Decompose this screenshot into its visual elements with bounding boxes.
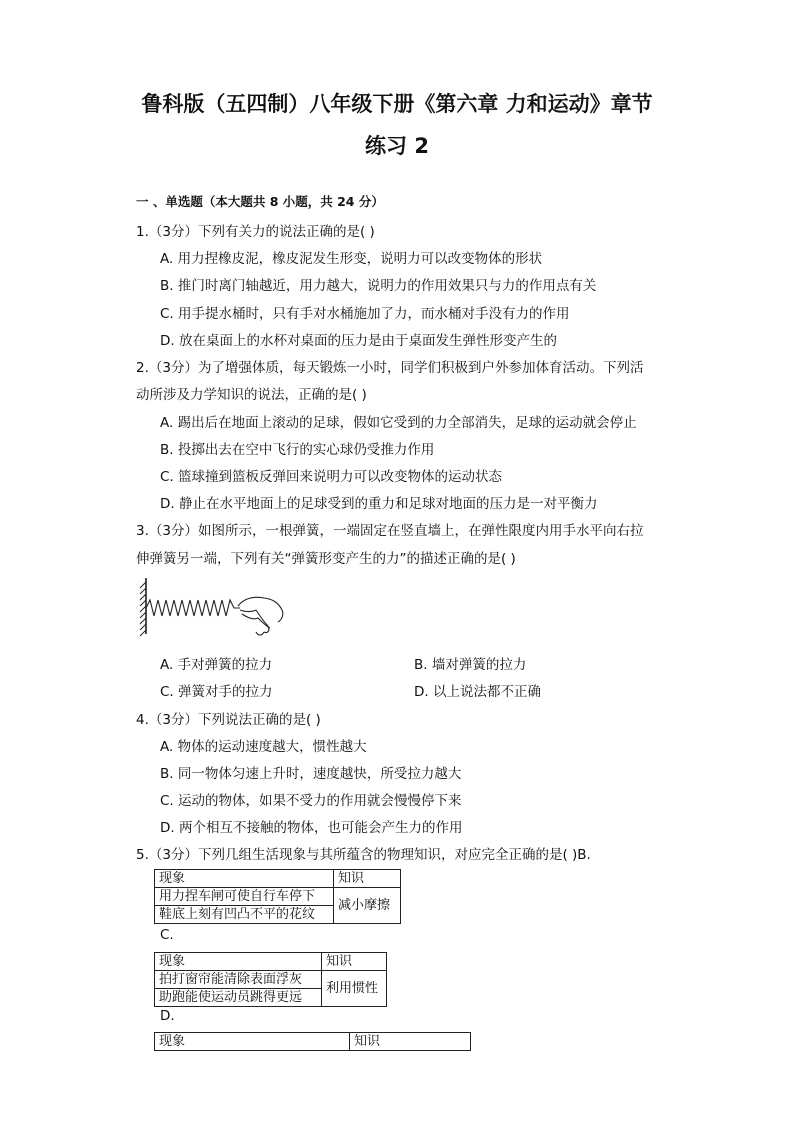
question-5-stem: 5.（3分）下列几组生活现象与其所蕴含的物理知识，对应完全正确的是( )B. <box>136 847 591 863</box>
question-2-stem-line1: 2.（3分）为了增强体质，每天锻炼一小时，同学们积极到户外参加体育活动。下列活 <box>136 360 644 376</box>
question-2-option-a: A. 踢出后在地面上滚动的足球，假如它受到的力全部消失，足球的运动就会停止 <box>160 415 637 431</box>
table-row: 鞋底上刻有凹凸不平的花纹 <box>155 906 334 924</box>
spring-hand-figure <box>128 576 288 640</box>
question-3-option-d: D. 以上说法都不正确 <box>414 684 541 700</box>
question-5-option-d-label: D. <box>160 1008 175 1024</box>
knowledge-table-d <box>154 1032 471 1051</box>
knowledge-table-c <box>154 952 387 1007</box>
question-3-option-a: A. 手对弹簧的拉力 <box>160 657 273 673</box>
table-row: 助跑能使运动员跳得更远 <box>155 989 322 1007</box>
table-header-phenomenon: 现象 <box>155 1033 350 1051</box>
question-3-stem-line2: 伸弹簧另一端，下列有关“弹簧形变产生的力”的描述正确的是( ) <box>136 551 516 567</box>
question-2-option-b: B. 投掷出去在空中飞行的实心球仍受推力作用 <box>160 442 435 458</box>
question-2-option-c: C. 篮球撞到篮板反弹回来说明力可以改变物体的运动状态 <box>160 469 503 485</box>
question-4-option-a: A. 物体的运动速度越大，惯性越大 <box>160 739 367 755</box>
question-1-option-c: C. 用手提水桶时，只有手对水桶施加了力，而水桶对手没有力的作用 <box>160 306 570 322</box>
table-row: 用力捏车闸可使自行车停下 <box>155 888 334 906</box>
table-knowledge-cell: 减小摩擦 <box>334 888 401 924</box>
question-3-option-c: C. 弹簧对手的拉力 <box>160 684 273 700</box>
question-4-option-d: D. 两个相互不接触的物体，也可能会产生力的作用 <box>160 820 463 836</box>
knowledge-table-b <box>154 869 401 924</box>
table-header-phenomenon: 现象 <box>155 953 322 971</box>
question-1-option-d: D. 放在桌面上的水杯对桌面的压力是由于桌面发生弹性形变产生的 <box>160 333 557 349</box>
question-4-option-c: C. 运动的物体，如果不受力的作用就会慢慢停下来 <box>160 793 462 809</box>
section-heading: 一 、单选题（本大题共 8 小题，共 24 分） <box>136 194 384 209</box>
table-knowledge-cell: 利用惯性 <box>322 971 387 1007</box>
wall-hatching <box>140 582 146 636</box>
hand-icon <box>238 597 283 635</box>
table-header-knowledge: 知识 <box>350 1033 471 1051</box>
question-1-option-a: A. 用力捏橡皮泥，橡皮泥发生形变，说明力可以改变物体的形状 <box>160 251 543 267</box>
question-3-option-b: B. 墙对弹簧的拉力 <box>414 657 527 673</box>
table-header-knowledge: 知识 <box>322 953 387 971</box>
table-row: 拍打窗帘能清除表面浮灰 <box>155 971 322 989</box>
question-2-stem-line2: 动所涉及力学知识的说法，正确的是( ) <box>136 387 367 403</box>
table-header-knowledge: 知识 <box>334 870 401 888</box>
question-4-stem: 4.（3分）下列说法正确的是( ) <box>136 712 321 728</box>
spring-coil <box>146 600 240 616</box>
question-1-stem: 1.（3分）下列有关力的说法正确的是( ) <box>136 224 375 240</box>
question-3-stem-line1: 3.（3分）如图所示，一根弹簧，一端固定在竖直墙上，在弹性限度内用手水平向右拉 <box>136 523 644 539</box>
question-2-option-d: D. 静止在水平地面上的足球受到的重力和足球对地面的压力是一对平衡力 <box>160 496 598 512</box>
question-4-option-b: B. 同一物体匀速上升时，速度越快，所受拉力越大 <box>160 766 462 782</box>
question-1-option-b: B. 推门时离门轴越近，用力越大，说明力的作用效果只与力的作用点有关 <box>160 278 597 294</box>
question-5-option-c-label: C. <box>160 927 174 943</box>
page-subtitle: 练习 2 <box>365 134 429 158</box>
page-title: 鲁科版（五四制）八年级下册《第六章 力和运动》章节 <box>141 92 653 116</box>
table-header-phenomenon: 现象 <box>155 870 334 888</box>
